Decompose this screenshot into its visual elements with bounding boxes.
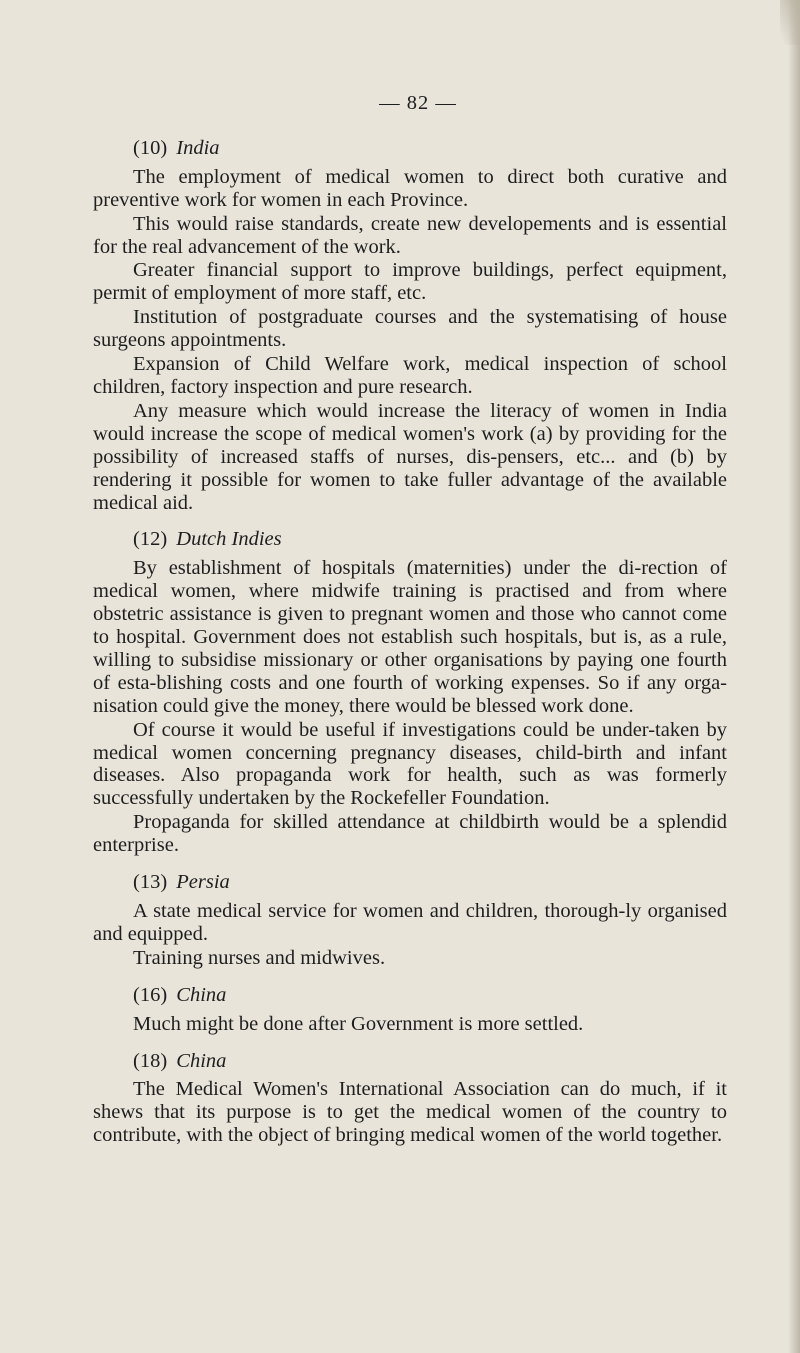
section-title: Dutch Indies (176, 528, 282, 551)
section-number: (12) (133, 528, 168, 551)
paragraph: Much might be done after Government is more settled. (133, 1012, 584, 1035)
page-number: — 82 — (379, 92, 457, 114)
section-number: (16) (133, 983, 168, 1006)
section-number: (13) (133, 871, 168, 894)
section-china-18 (93, 1050, 727, 1148)
section-persia (93, 871, 727, 970)
section-dutch-indies (93, 528, 727, 857)
section-heading (93, 984, 727, 1007)
paragraph: Propaganda for skilled attendance at childbirth would be a splendid enterprise. (93, 811, 727, 857)
paragraph: Training nurses and midwives. (133, 946, 386, 969)
paragraph: The employment of medical women to direct both curative and preventive work for women in each Province. (93, 165, 727, 211)
section-title: China (176, 983, 227, 1006)
section-heading (93, 528, 727, 551)
section-heading (93, 137, 727, 160)
section-china-16 (93, 984, 727, 1036)
section-heading (93, 1050, 727, 1073)
section-number: (18) (133, 1049, 168, 1072)
paragraph: Institution of postgraduate courses and the systematising of house surgeons appointments. (93, 306, 727, 352)
paragraph: Of course it would be useful if investigations could be under-taken by medical women concerning pregnancy diseases, child-birth and infant diseases. Also propaganda work for health, such as was formerly successfully undertaken by the Rockefeller Foundation. (93, 718, 727, 810)
section-india (93, 137, 727, 515)
section-title: Persia (176, 871, 230, 894)
paragraph: Expansion of Child Welfare work, medical inspection of school children, factory inspection and pure research. (93, 353, 727, 398)
paragraph: By establishment of hospitals (maternities) under the di-rection of medical women, where midwife training is practised and from where obstetric assistance is given to pregnant women and those who cannot come to hospital. Government does not establish such hospitals, but is, as a rule, willing to subsidise missionary or other organisations by paying one fourth of esta-blishing costs and one fourth of working expenses. So if any orga-nisation could give the money, there would be blessed work done. (93, 557, 727, 717)
page-corner-shadow (780, 0, 800, 45)
paragraph: A state medical service for women and children, thorough-ly organised and equipped. (93, 900, 727, 945)
paragraph: The Medical Women's International Association can do much, if it shews that its purpose is to get the medical women of the country to contribute, with the object of bringing medical women of the world together. (93, 1078, 727, 1147)
section-heading (93, 871, 727, 894)
section-number: (10) (133, 136, 168, 159)
section-title: China (176, 1049, 227, 1072)
paragraph: This would raise standards, create new developements and is essential for the real advancement of the work. (93, 212, 727, 258)
page-edge-shadow (788, 0, 800, 1353)
paragraph: Greater financial support to improve buildings, perfect equipment, permit of employment of more staff, etc. (93, 259, 727, 305)
document-body (93, 92, 727, 1147)
section-title: India (176, 136, 220, 159)
paragraph: Any measure which would increase the literacy of women in India would increase the scope of medical women's work (a) by providing for the possibility of increased staffs of nurses, dis-pensers, etc... and (b) by rendering it possible for women to take fuller advantage of the available medical aid. (93, 399, 727, 514)
